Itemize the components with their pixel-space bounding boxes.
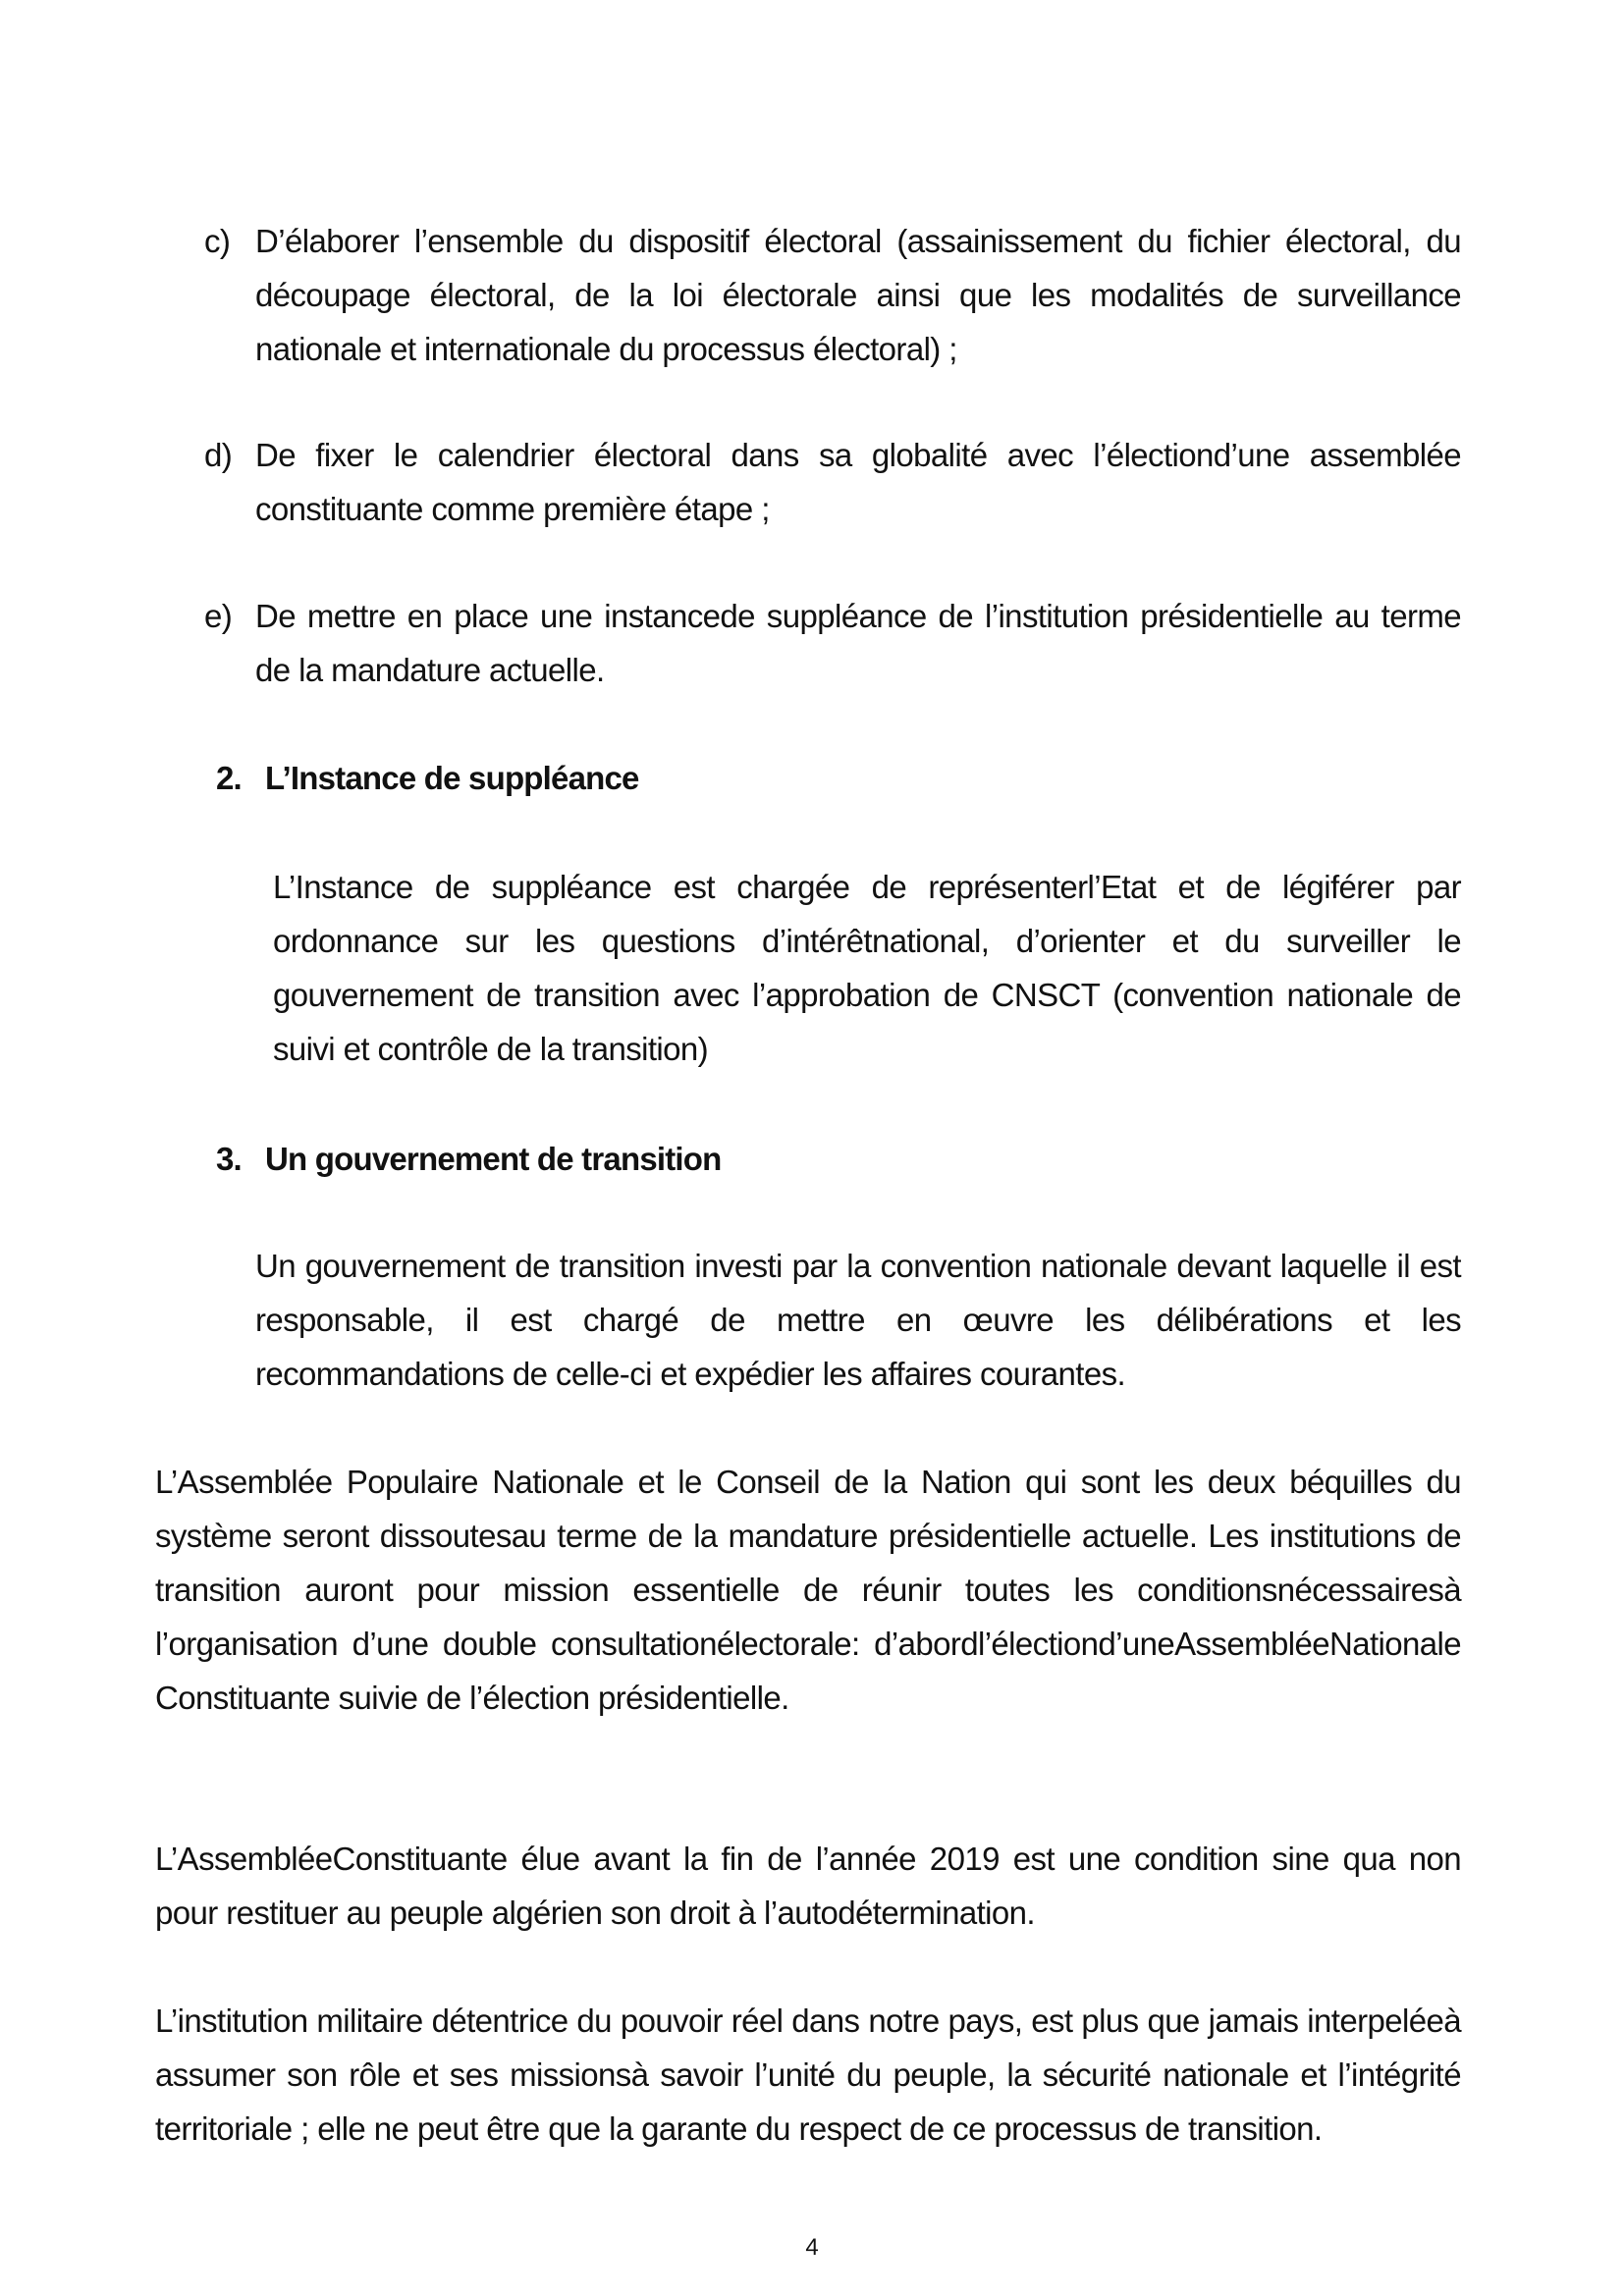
section-number: 2. — [216, 760, 242, 796]
section-body-instance-suppleance: L’Instance de suppléance est chargée de représenterl’Etat et de légiférer par ordonnance sur les questions d’intérêtnational, d’orienter et du surveiller le gouvernement de transition avec l’approbation de CNSCT (convention nationale de suivi et contrôle de la transition) — [273, 869, 1461, 1067]
paragraph-apn-dissolution: L’Assemblée Populaire Nationale et le Conseil de la Nation qui sont les deux béquilles du système seront dissoutesau terme de la mandature présidentielle actuelle. Les institutions de transition auront pour mission essentielle de réunir toutes les conditionsnécessairesà l’organisation d’une double consultationélectorale: d’abordl’électiond’uneAssembléeNationale Constituante suivie de l’élection présidentielle. — [155, 1464, 1461, 1716]
page-number: 4 — [805, 2234, 819, 2261]
section-heading-gouvernement-transition — [216, 1132, 722, 1186]
section-title: Un gouvernement de transition — [265, 1141, 722, 1177]
section-body-gouvernement-transition: Un gouvernement de transition investi par la convention nationale devant laquelle il est responsable, il est chargé de mettre en œuvre les délibérations et les recommandations de celle-ci et expédier les affaires courantes. — [255, 1248, 1461, 1392]
section-title: L’Instance de suppléance — [265, 760, 639, 796]
list-item-text: De fixer le calendrier électoral dans sa globalité avec l’électiond’une assemblée constituante comme première étape ; — [255, 437, 1461, 527]
section-heading-instance-suppleance — [216, 751, 639, 805]
list-item-text: De mettre en place une instancede suppléance de l’institution présidentielle au terme de la mandature actuelle. — [255, 598, 1461, 688]
list-marker: c) — [204, 223, 231, 259]
list-item-e — [204, 589, 1461, 697]
paragraph-institution-militaire: L’institution militaire détentrice du pouvoir réel dans notre pays, est plus que jamais interpeléeà assumer son rôle et ses missionsà savoir l’unité du peuple, la sécurité nationale et l’intégrité territoriale ; elle ne peut être que la garante du respect de ce processus de transition. — [155, 2002, 1461, 2147]
list-marker: d) — [204, 437, 233, 473]
section-number: 3. — [216, 1141, 242, 1177]
list-item-text: D’élaborer l’ensemble du dispositif électoral (assainissement du fichier électoral, du découpage électoral, de la loi électorale ainsi que les modalités de surveillance nationale et internationale du processus électoral) ; — [255, 223, 1461, 367]
list-item-c — [204, 214, 1461, 376]
list-marker: e) — [204, 598, 233, 634]
paragraph-assemblee-constituante: L’AssembléeConstituante élue avant la fin de l’année 2019 est une condition sine qua non pour restituer au peuple algérien son droit à l’autodétermination. — [155, 1841, 1461, 1931]
list-item-d — [204, 428, 1461, 536]
